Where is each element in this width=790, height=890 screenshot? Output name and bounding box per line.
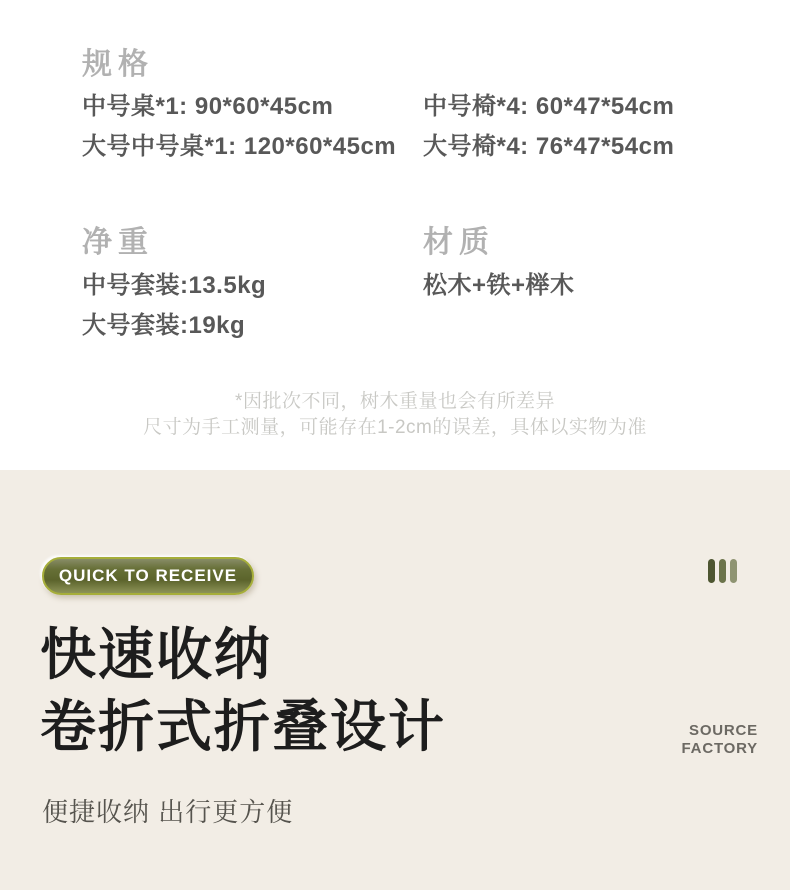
spec-medium-table: 中号桌*1: 90*60*45cm: [82, 93, 334, 120]
quick-receive-badge[interactable]: QUICK TO RECEIVE: [42, 557, 254, 595]
spec-medium-chair: 中号椅*4: 60*47*54cm: [423, 93, 675, 120]
side-label-line-1: SOURCE: [689, 722, 758, 739]
material-value: 松木+铁+榉木: [423, 272, 575, 299]
bar-dark: [708, 559, 715, 583]
material-heading: 材质: [423, 226, 495, 259]
weight-medium-set: 中号套装:13.5kg: [82, 272, 267, 299]
spec-large-chair: 大号椅*4: 76*47*54cm: [423, 133, 675, 160]
promo-section: [0, 470, 790, 890]
triple-bars-icon: [708, 559, 744, 583]
footnote: [0, 389, 790, 441]
weight-heading: 净重: [82, 226, 154, 259]
footnote-line-1: *因批次不同，树木重量也会有所差异: [235, 391, 555, 412]
weight-large-set: 大号套装:19kg: [82, 312, 246, 339]
footnote-line-2: 尺寸为手工测量，可能存在1-2cm的误差，具体以实物为准: [143, 417, 647, 438]
headline-line-2: 卷折式折叠设计: [40, 695, 446, 758]
headline-line-1: 快速收纳: [40, 623, 272, 686]
source-factory-label: [682, 722, 758, 758]
bar-light: [730, 559, 737, 583]
spec-heading: 规格: [82, 48, 154, 81]
side-label-line-2: FACTORY: [681, 740, 758, 757]
promo-subline: 便捷收纳 出行更方便: [42, 797, 294, 827]
spec-large-table: 大号中号桌*1: 120*60*45cm: [82, 133, 397, 160]
bar-medium: [719, 559, 726, 583]
